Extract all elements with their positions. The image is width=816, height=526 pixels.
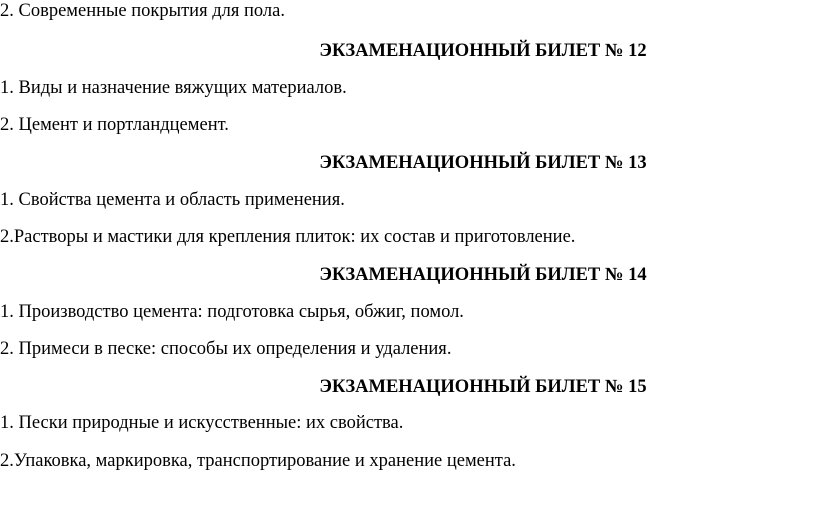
ticket-12-item-2: 2. Цемент и портландцемент.: [0, 115, 229, 135]
ticket-14-heading: ЭКЗАМЕНАЦИОННЫЙ БИЛЕТ № 14: [319, 265, 647, 285]
ticket-15-heading: ЭКЗАМЕНАЦИОННЫЙ БИЛЕТ № 15: [319, 377, 647, 397]
ticket-13-item-1: 1. Свойства цемента и область применения.: [0, 190, 345, 210]
ticket-15-item-1: 1. Пески природные и искусственные: их свойства.: [0, 413, 404, 433]
ticket-13-heading: ЭКЗАМЕНАЦИОННЫЙ БИЛЕТ № 13: [319, 153, 647, 173]
ticket-12-heading: ЭКЗАМЕНАЦИОННЫЙ БИЛЕТ № 12: [319, 41, 647, 61]
ticket-12-item-1: 1. Виды и назначение вяжущих материалов.: [0, 78, 347, 98]
intro-item: 2. Современные покрытия для пола.: [0, 1, 285, 21]
ticket-13-item-2: 2.Растворы и мастики для крепления плиток: их состав и приготовление.: [0, 227, 576, 247]
ticket-14-item-2: 2. Примеси в песке: способы их определения и удаления.: [0, 339, 452, 359]
ticket-14-item-1: 1. Производство цемента: подготовка сырья, обжиг, помол.: [0, 302, 464, 322]
ticket-15-item-2: 2.Упаковка, маркировка, транспортирование и хранение цемента.: [0, 451, 516, 471]
